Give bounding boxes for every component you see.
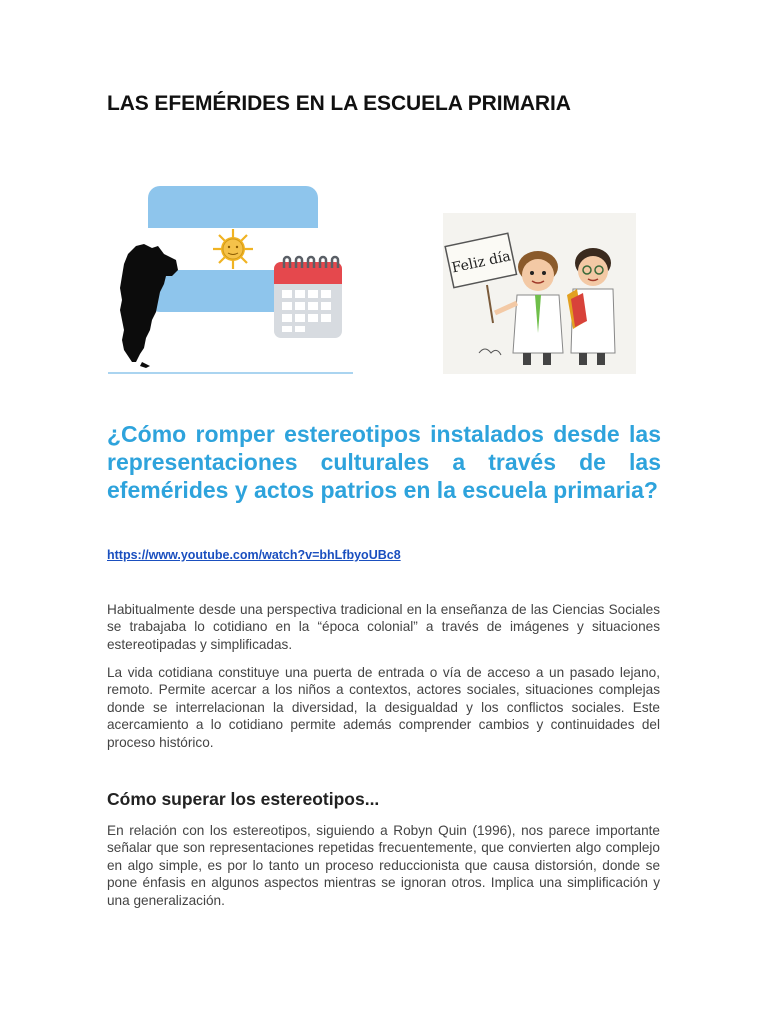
subtitle-question: ¿Cómo romper estereotipos instalados desde las representaciones culturales a través de las efemérides y actos patrios en la escuela primaria? (107, 421, 661, 503)
feliz-dia-illustration (443, 213, 636, 374)
section-heading: Cómo superar los estereotipos... (107, 789, 380, 809)
sign-text: Feliz día (450, 248, 513, 277)
children-illustration-svg (443, 213, 636, 374)
paragraph-2: La vida cotidiana constituye una puerta de entrada o vía de acceso a un pasado lejano, remoto. Permite acercar a los niños a contextos, actores sociales, situaciones complejas donde se interrelacionan la diversidad, la desigualdad y los conflictos sociales. Este acercamiento a lo cotidiano permite además comprender cambios y continuidades del proceso histórico. (107, 665, 660, 750)
calendar-icon (274, 257, 342, 338)
youtube-link[interactable]: https://www.youtube.com/watch?v=bhLfbyoUBc8 (107, 548, 401, 562)
paragraph-3: En relación con los estereotipos, siguiendo a Robyn Quin (1996), nos parece importante señalar que son representaciones repetidas frecuentemente, que convierten algo complejo en algo simple, es por lo tanto un proceso reduccionista que causa distorsión, donde se pone énfasis en algunos aspectos mientras se ignoran otros. Implica una simplificación y una generalización. (107, 823, 660, 908)
flag-map-calendar-illustration (106, 184, 356, 376)
document-title: LAS EFEMÉRIDES EN LA ESCUELA PRIMARIA (107, 92, 571, 115)
paragraph-1: Habitualmente desde una perspectiva tradicional en la enseñanza de las Ciencias Sociales se trabajaba lo cotidiano en la “época colonial” a través de imágenes y situaciones estereotipadas y simplificadas. (107, 602, 660, 652)
sun-icon (213, 229, 253, 269)
illustration-svg (106, 184, 356, 376)
